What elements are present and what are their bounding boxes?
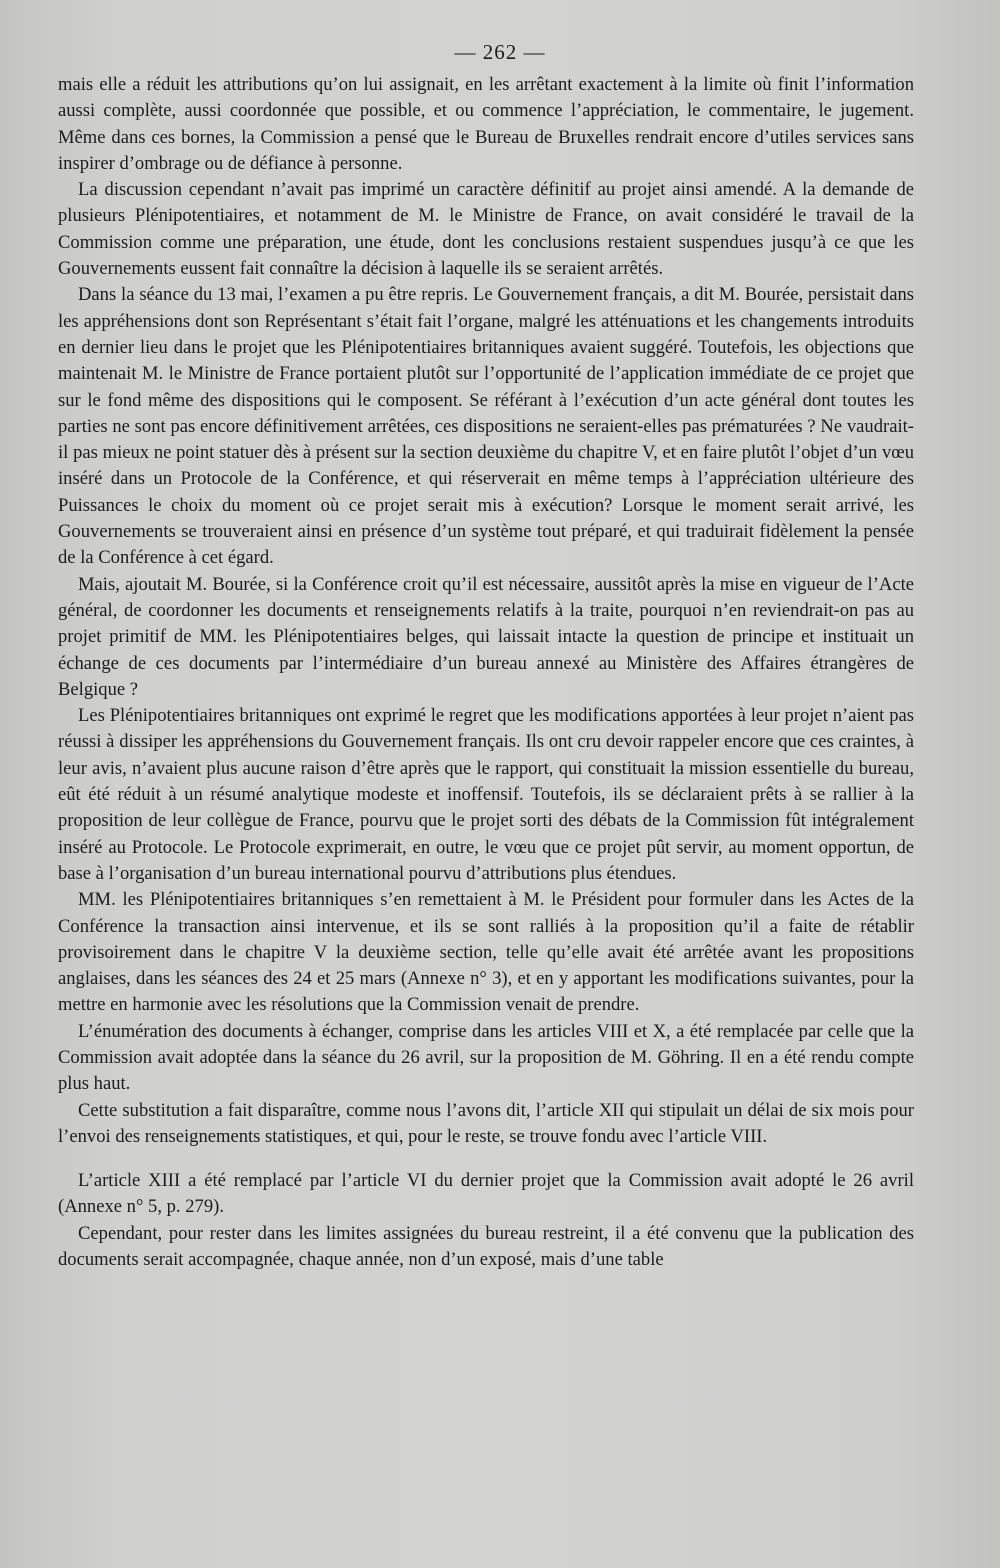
paragraph: Cependant, pour rester dans les limites assignées du bureau restreint, il a été convenu que la publication des documents serait accompagnée, chaque année, non d’un exposé, mais d’une table [58, 1222, 914, 1271]
body-text [58, 72, 914, 1273]
paragraph: Mais, ajoutait M. Bourée, si la Conférence croit qu’il est nécessaire, aussitôt après la mise en vigueur de l’Acte général, de coordonner les documents et renseignements relatifs à la traite, pourquoi n’en reviendrait-on pas au projet primitif de MM. les Plénipotentiaires belges, qui laissait intacte la question de principe et instituait un échange de ces documents par l’intermédiaire d’un bureau annexé au Ministère des Affaires étrangères de Belgique ? [58, 573, 914, 700]
paragraph: L’article XIII a été remplacé par l’article VI du dernier projet que la Commission avait adopté le 26 avril (Annexe n° 5, p. 279). [58, 1170, 914, 1218]
paragraph: Cette substitution a fait disparaître, comme nous l’avons dit, l’article XII qui stipulait un délai de six mois pour l’envoi des renseignements statistiques, et qui, pour le reste, se trouve fondu avec l’article VIII. [58, 1099, 914, 1147]
paragraph: Dans la séance du 13 mai, l’examen a pu être repris. Le Gouvernement français, a dit M. Bourée, persistait dans les appréhensions dont son Représentant s’était fait l’organe, malgré les atténuations et les changements introduits en dernier lieu dans le projet que les Plénipotentiaires britanniques avaient suggéré. Toutefois, les objections que maintenait M. le Ministre de France portaient plutôt sur l’opportunité de l’application immédiate de ce projet que sur le fond même des dispositions qui le composent. Se référant à l’exécution d’un acte général dont toutes les parties ne sont pas encore définitivement arrêtées, ces dispositions ne seraient-elles pas prématurées ? Ne vaudrait-il pas mieux ne point statuer dès à présent sur la section deuxième du chapitre V, et en faire plutôt l’objet d’un vœu inséré dans un Protocole de la Conférence, et qui réserverait en même temps à l’appréciation ultérieure des Puissances le choix du moment où ce projet serait mis à exécution? Lorsque le moment serait arrivé, les Gouvernements se trouveraient ainsi en présence d’un système tout préparé, et qui traduirait fidèlement la pensée de la Conférence à cet égard. [58, 284, 914, 569]
page-number: — 262 — [454, 40, 546, 64]
paragraph: L’énumération des documents à échanger, comprise dans les articles VIII et X, a été remplacée par celle que la Commission avait adoptée dans la séance du 26 avril, sur la proposition de M. Göhring. Il en a été rendu compte plus haut. [58, 1020, 914, 1095]
paragraph: La discussion cependant n’avait pas imprimé un caractère définitif au projet ainsi amendé. A la demande de plusieurs Plénipotentiaires, et notamment de M. le Ministre de France, on avait considéré le travail de la Commission comme une préparation, une étude, dont les conclusions restaient suspendues jusqu’à ce que les Gouvernements eussent fait connaître la décision à laquelle ils se seraient arrêtés. [58, 179, 914, 280]
paragraph: Les Plénipotentiaires britanniques ont exprimé le regret que les modifications apportées à leur projet n’aient pas réussi à dissiper les appréhensions du Gouvernement français. Ils ont cru devoir rappeler encore que ces craintes, à leur avis, n’avaient plus aucune raison d’être après que le rapport, qui constituait la mission essentielle du bureau, eût été réduit à un résumé analytique modeste et inoffensif. Toutefois, ils se déclaraient prêts à se rallier à la proposition de leur collègue de France, pourvu que le projet sorti des débats de la Commission fût intégralement inséré au Protocole. Le Protocole exprimerait, en outre, le vœu que ce projet pût servir, au moment opportun, de base à l’organisation d’un bureau international pourvu d’attributions plus étendues. [58, 705, 914, 884]
paragraph: MM. les Plénipotentiaires britanniques s’en remettaient à M. le Président pour formuler dans les Actes de la Conférence la transaction ainsi intervenue, et ils se sont ralliés à la proposition qu’il a faite de rétablir provisoirement dans le chapitre V la deuxième section, telle qu’elle avait été arrêtée avant les propositions anglaises, dans les séances des 24 et 25 mars (Annexe n° 3), et en y apportant les modifications suivantes, pour la mettre en harmonie avec les résolutions que la Commission venait de prendre. [58, 889, 914, 1016]
paragraph: mais elle a réduit les attributions qu’on lui assignait, en les arrêtant exactement à la limite où finit l’information aussi complète, aussi coordonnée que possible, et ou commence l’appréciation, le commentaire, le jugement. Même dans ces bornes, la Commission a pensé que le Bureau de Bruxelles rendrait encore d’utiles services sans inspirer d’ombrage ou de défiance à personne. [58, 74, 914, 174]
